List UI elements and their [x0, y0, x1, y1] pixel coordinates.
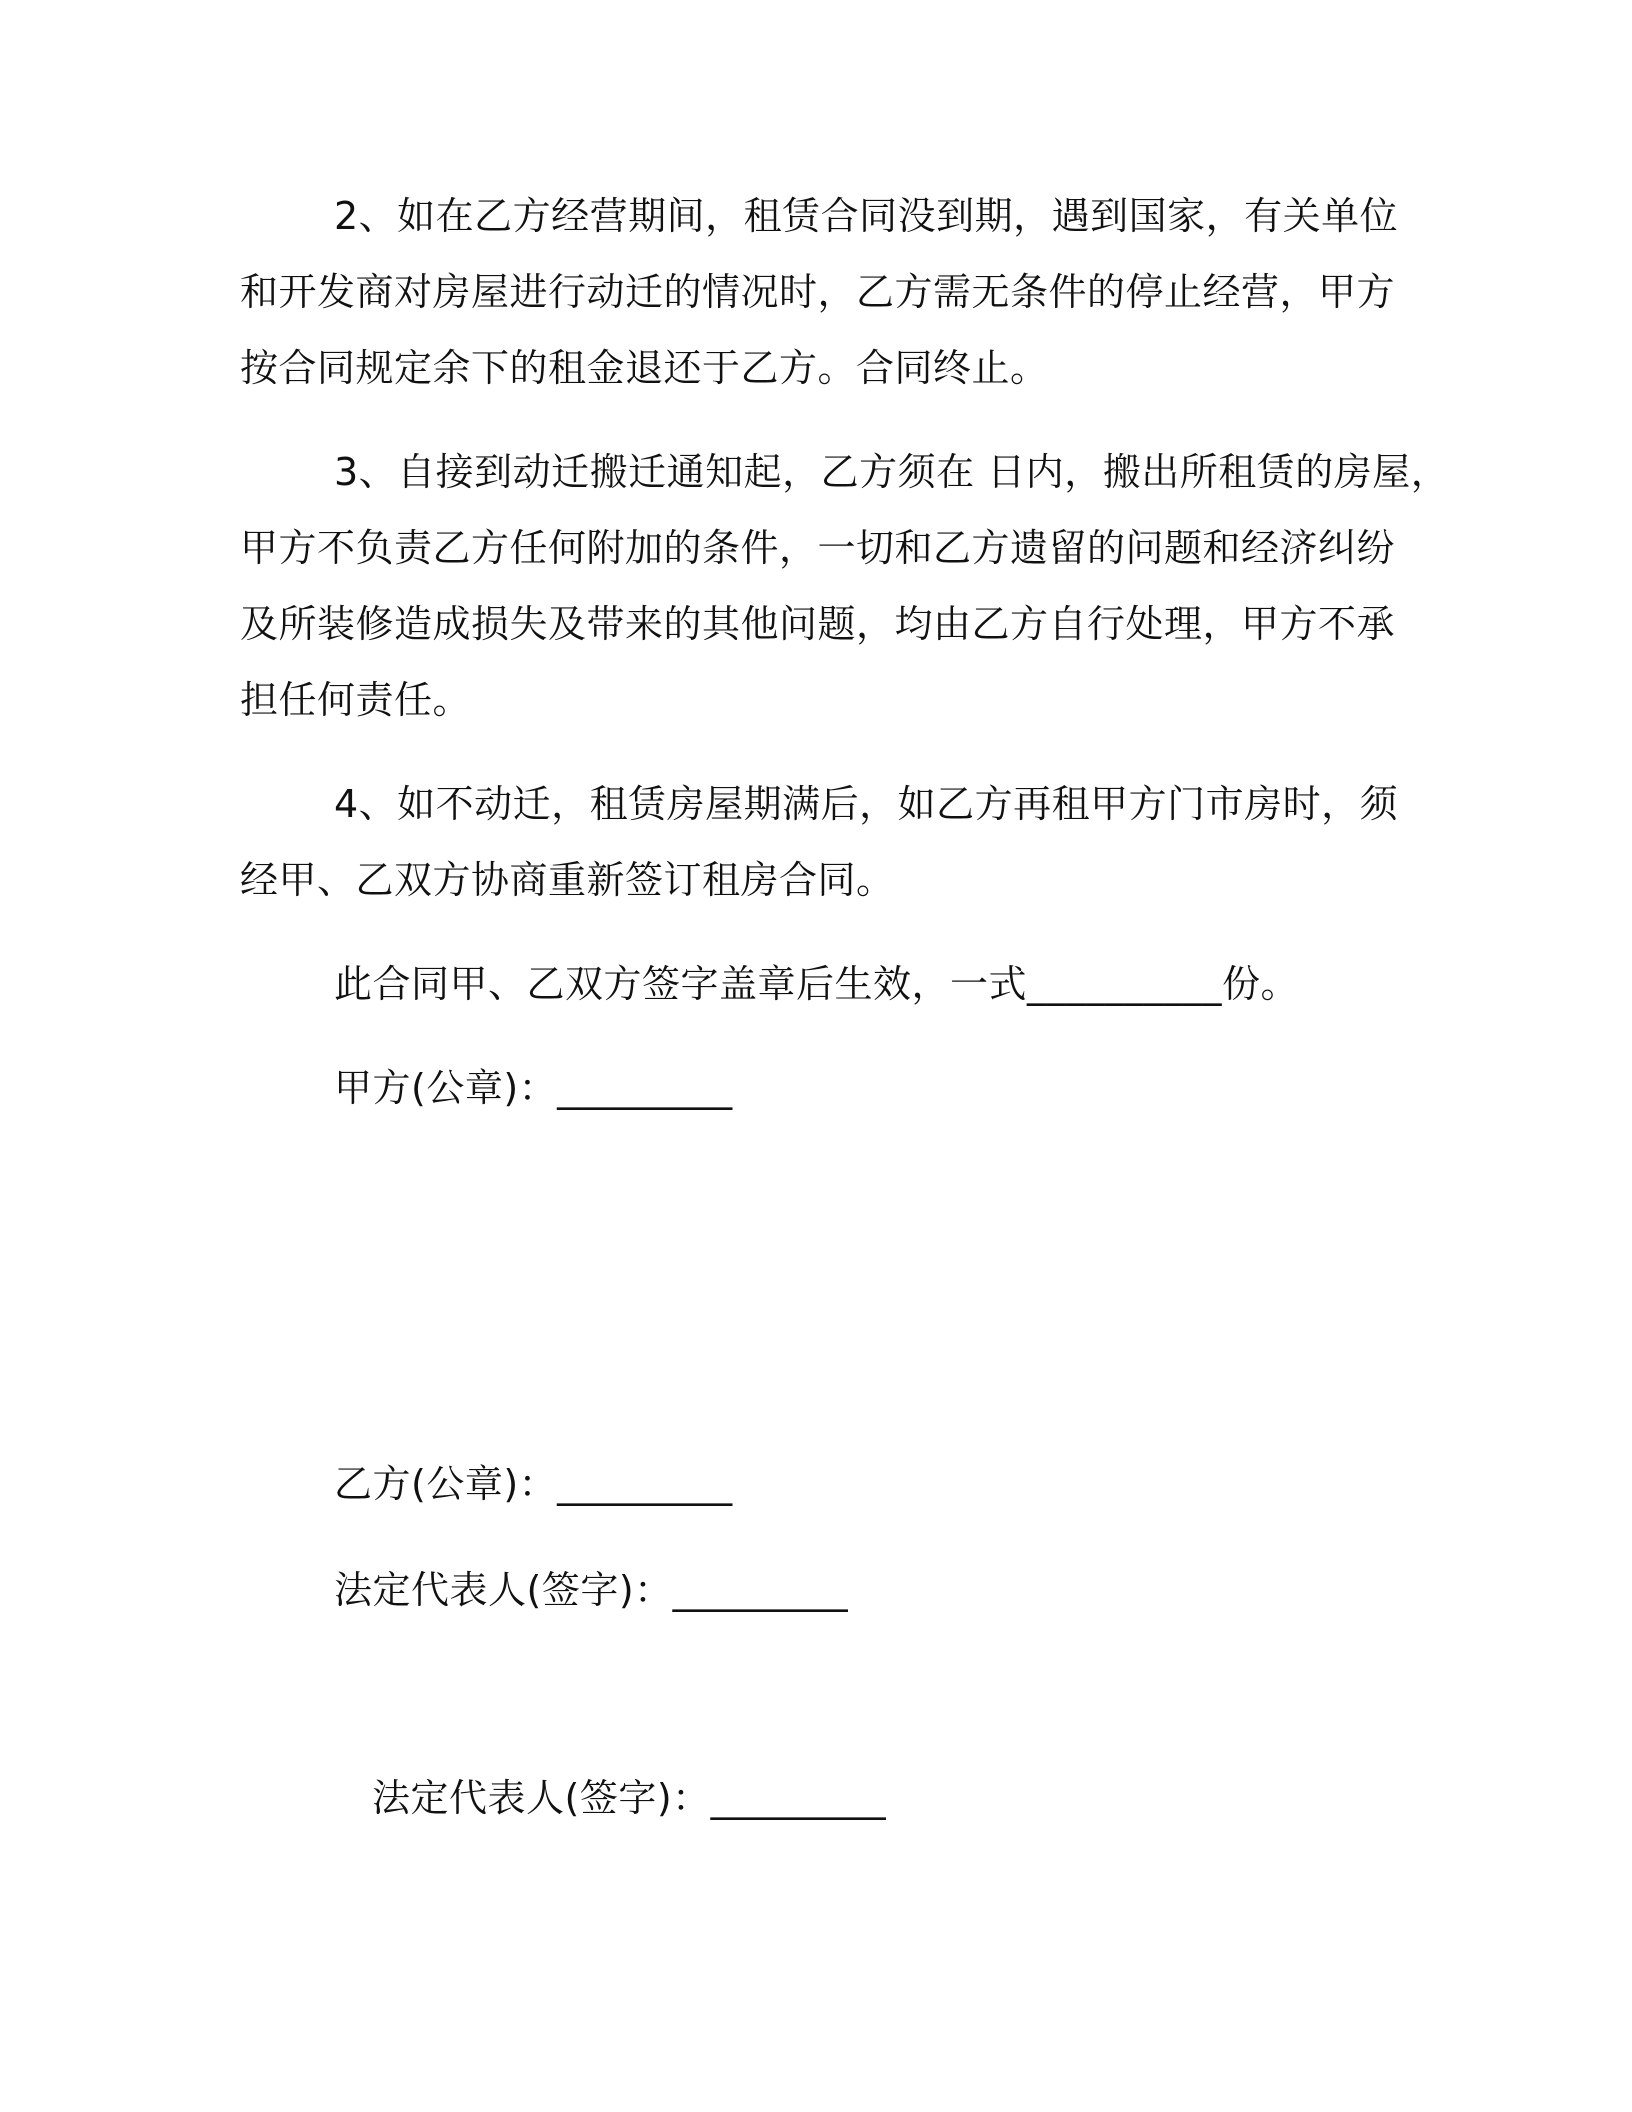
party-a-seal-line: 甲方(公章)：_________ — [334, 1066, 733, 1110]
clause-3-line-3: 及所装修造成损失及带来的其他问题，均由乙方自行处理，甲方不承 — [240, 602, 1396, 646]
clause-4-line-1: 4、如不动迁，租赁房屋期满后，如乙方再租甲方门市房时，须 — [334, 782, 1399, 826]
legal-rep-signature-line-1: 法定代表人(签字)：_________ — [334, 1568, 849, 1612]
clause-3-line-1: 3、自接到动迁搬迁通知起，乙方须在 日内，搬出所租赁的房屋， — [334, 450, 1450, 494]
legal-rep-signature-line-2: 法定代表人(签字)：_________ — [372, 1776, 887, 1820]
effective-clause: 此合同甲、乙双方签字盖章后生效，一式__________份。 — [334, 962, 1300, 1006]
clause-4-line-2: 经甲、乙双方协商重新签订租房合同。 — [240, 858, 895, 902]
party-b-seal-line: 乙方(公章)：_________ — [334, 1462, 733, 1506]
clause-3-line-4: 担任何责任。 — [240, 678, 472, 722]
clause-2-line-2: 和开发商对房屋进行动迁的情况时，乙方需无条件的停止经营，甲方 — [240, 270, 1396, 314]
clause-2-line-3: 按合同规定余下的租金退还于乙方。合同终止。 — [240, 346, 1049, 390]
clause-3-line-2: 甲方不负责乙方任何附加的条件，一切和乙方遗留的问题和经济纠纷 — [240, 526, 1396, 570]
clause-2-line-1: 2、如在乙方经营期间，租赁合同没到期，遇到国家，有关单位 — [334, 194, 1399, 238]
